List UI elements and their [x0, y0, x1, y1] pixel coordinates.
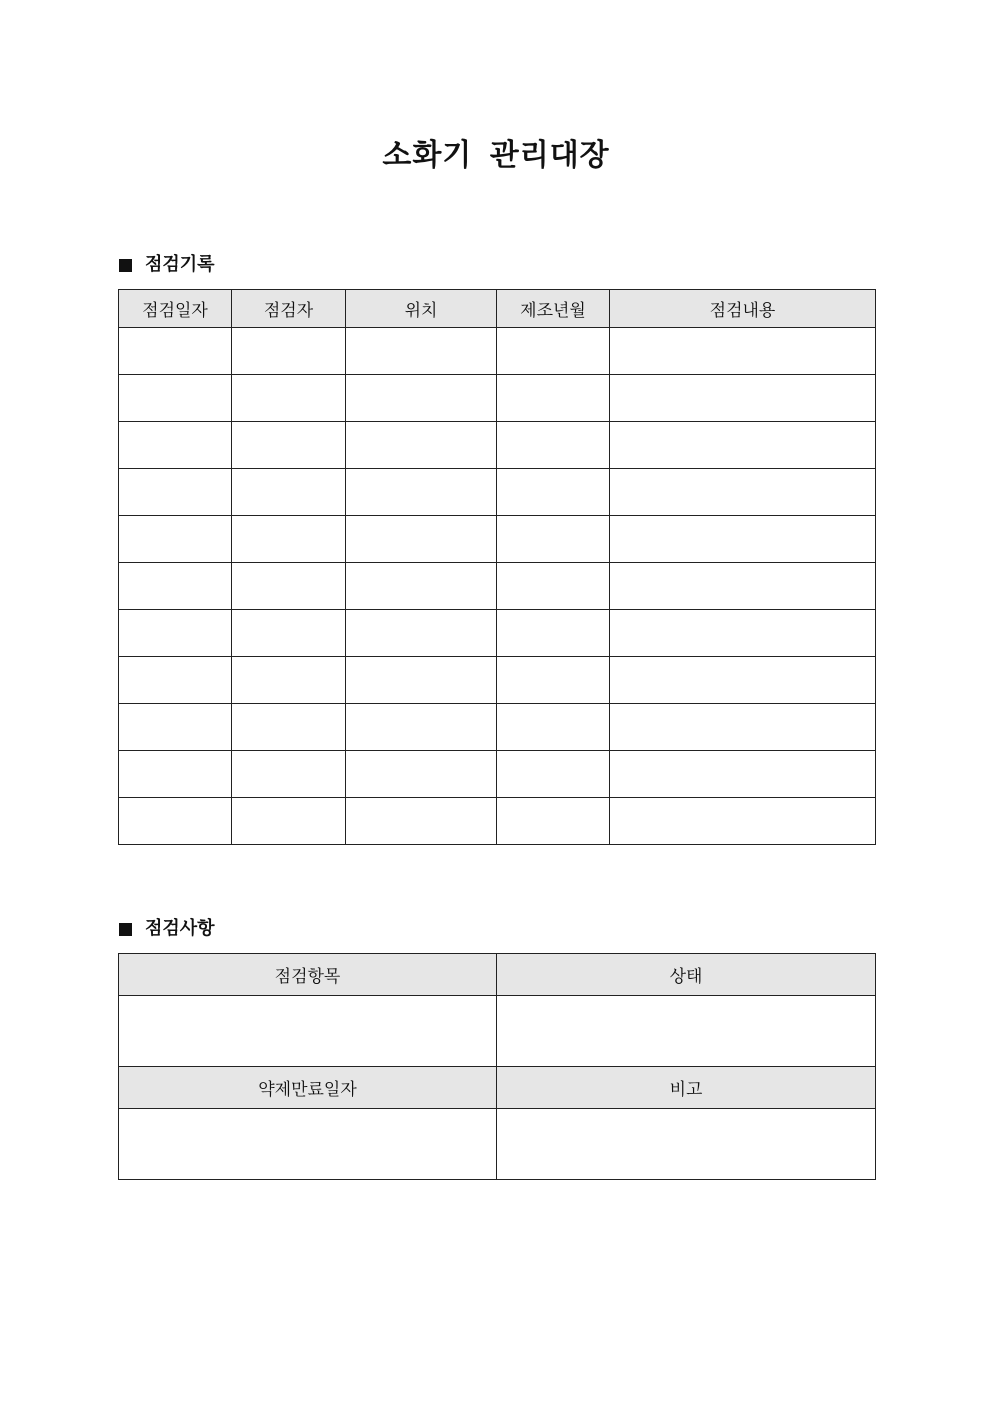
table-cell[interactable]: [232, 375, 346, 422]
black-square-icon: [119, 259, 132, 272]
section-title-inspection-log: [119, 253, 215, 277]
table-cell[interactable]: [346, 422, 497, 469]
table-cell[interactable]: [232, 328, 346, 375]
column-header-inspector: 점검자: [232, 290, 346, 328]
table-cell[interactable]: [610, 516, 876, 563]
column-header-status: 상태: [497, 954, 876, 996]
column-header-expiry-date: 약제만료일자: [119, 1067, 497, 1109]
inspection-log-table: [118, 289, 876, 845]
table-cell[interactable]: [497, 328, 610, 375]
table-cell[interactable]: [232, 751, 346, 798]
table-cell[interactable]: [346, 328, 497, 375]
table-cell[interactable]: [497, 563, 610, 610]
table-cell[interactable]: [497, 798, 610, 845]
table-cell[interactable]: [346, 469, 497, 516]
column-header-location: 위치: [346, 290, 497, 328]
column-header-manufacture-date: 제조년월: [497, 290, 610, 328]
section-title-inspection-items: [119, 917, 215, 941]
table-row: [119, 751, 876, 798]
column-header-date: 점검일자: [119, 290, 232, 328]
table-cell[interactable]: [119, 657, 232, 704]
table-cell[interactable]: [610, 610, 876, 657]
table-cell[interactable]: [497, 375, 610, 422]
section-title-label: 점검사항: [145, 918, 215, 939]
expiry-date-value[interactable]: [119, 1109, 497, 1180]
table-cell[interactable]: [610, 657, 876, 704]
table-header-row: [119, 954, 876, 996]
table-cell[interactable]: [610, 704, 876, 751]
table-cell[interactable]: [232, 563, 346, 610]
table-row: [119, 996, 876, 1067]
table-cell[interactable]: [232, 469, 346, 516]
table-header-row: [119, 1067, 876, 1109]
table-cell[interactable]: [497, 610, 610, 657]
table-cell[interactable]: [497, 516, 610, 563]
column-header-content: 점검내용: [610, 290, 876, 328]
table-cell[interactable]: [610, 798, 876, 845]
table-row: [119, 469, 876, 516]
table-cell[interactable]: [497, 751, 610, 798]
table-cell[interactable]: [119, 422, 232, 469]
table-row: [119, 375, 876, 422]
table-cell[interactable]: [232, 610, 346, 657]
table-row: [119, 798, 876, 845]
table-cell[interactable]: [232, 798, 346, 845]
remarks-value[interactable]: [497, 1109, 876, 1180]
table-cell[interactable]: [119, 563, 232, 610]
table-cell[interactable]: [119, 610, 232, 657]
inspection-items-table: [118, 953, 876, 1180]
table-cell[interactable]: [346, 657, 497, 704]
table-cell[interactable]: [346, 798, 497, 845]
table-cell[interactable]: [497, 422, 610, 469]
status-value[interactable]: [497, 996, 876, 1067]
table-row: [119, 422, 876, 469]
table-cell[interactable]: [610, 751, 876, 798]
table-cell[interactable]: [346, 751, 497, 798]
column-header-remarks: 비고: [497, 1067, 876, 1109]
table-cell[interactable]: [232, 657, 346, 704]
check-item-value[interactable]: [119, 996, 497, 1067]
table-cell[interactable]: [119, 798, 232, 845]
table-cell[interactable]: [497, 704, 610, 751]
black-square-icon: [119, 923, 132, 936]
table-cell[interactable]: [119, 704, 232, 751]
page-title: 소화기 관리대장: [382, 138, 610, 173]
table-cell[interactable]: [119, 516, 232, 563]
table-cell[interactable]: [119, 751, 232, 798]
table-cell[interactable]: [346, 563, 497, 610]
table-cell[interactable]: [610, 563, 876, 610]
table-cell[interactable]: [119, 375, 232, 422]
column-header-check-item: 점검항목: [119, 954, 497, 996]
table-cell[interactable]: [497, 469, 610, 516]
table-cell[interactable]: [232, 704, 346, 751]
table-row: [119, 610, 876, 657]
table-row: [119, 704, 876, 751]
section-title-label: 점검기록: [145, 254, 215, 275]
table-cell[interactable]: [497, 657, 610, 704]
table-cell[interactable]: [346, 516, 497, 563]
table-cell[interactable]: [346, 610, 497, 657]
table-row: [119, 657, 876, 704]
table-row: [119, 516, 876, 563]
table-cell[interactable]: [346, 375, 497, 422]
table-cell[interactable]: [610, 422, 876, 469]
table-cell[interactable]: [119, 328, 232, 375]
table-row: [119, 1109, 876, 1180]
table-cell[interactable]: [232, 422, 346, 469]
table-cell[interactable]: [346, 704, 497, 751]
table-row: [119, 328, 876, 375]
table-header-row: [119, 290, 876, 328]
table-cell[interactable]: [610, 328, 876, 375]
table-row: [119, 563, 876, 610]
table-cell[interactable]: [610, 375, 876, 422]
table-cell[interactable]: [232, 516, 346, 563]
table-cell[interactable]: [610, 469, 876, 516]
table-cell[interactable]: [119, 469, 232, 516]
